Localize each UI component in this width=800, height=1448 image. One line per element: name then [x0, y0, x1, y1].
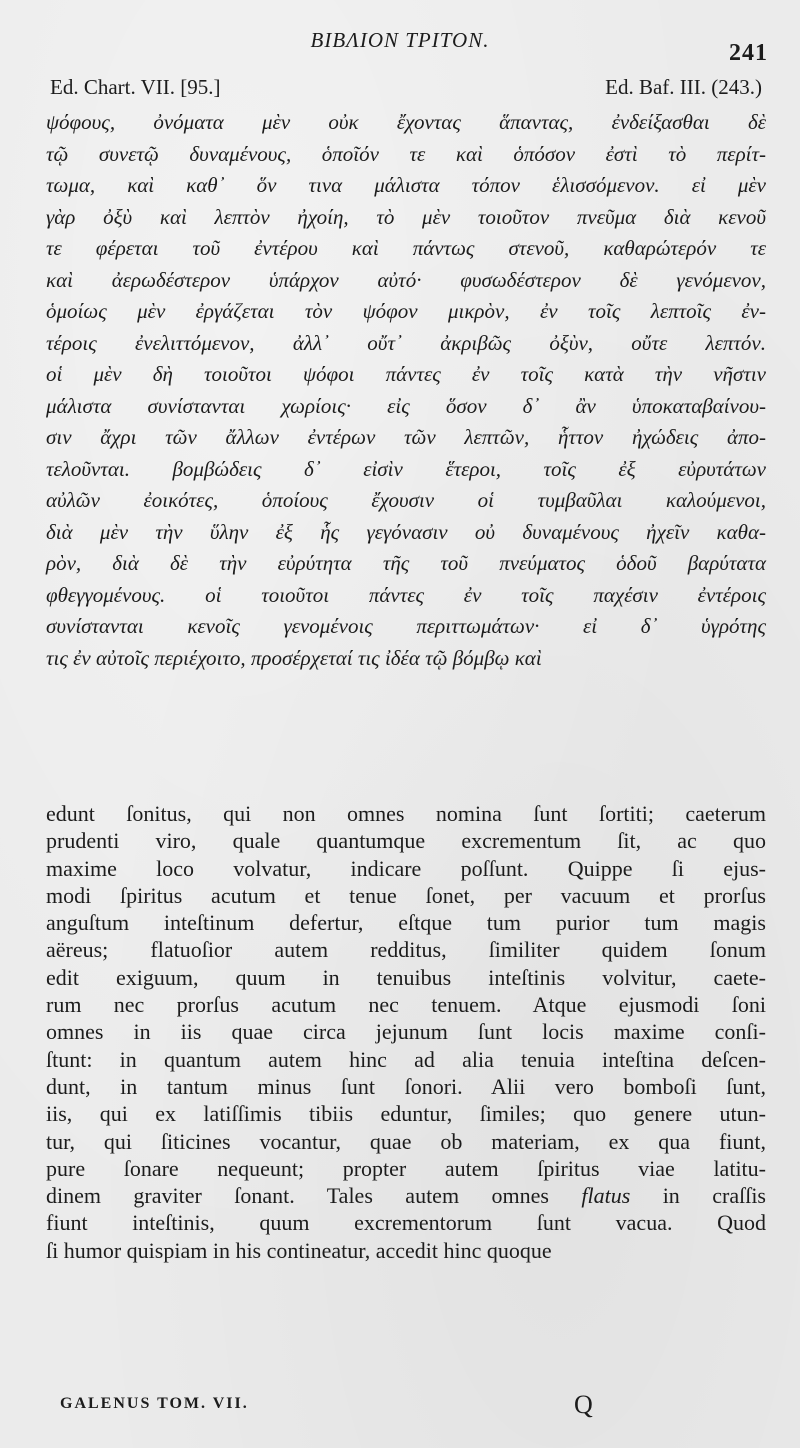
greek-text-line: τῷ συνετῷ δυναμένους, ὁποῖόν τε καὶ ὁπόσον ἐστὶ τὸ περίτ-	[46, 141, 766, 166]
latin-text-line: dunt, in tantum minus ſunt ſonori. Alii vero bomboſi ſunt,	[46, 1073, 766, 1099]
latin-text-line: maxime loco volvatur, indicare poſſunt. Quippe ſi ejus-	[46, 855, 766, 881]
latin-text-line: rum nec prorſus acutum nec tenuem. Atque ejusmodi ſoni	[46, 992, 766, 1018]
greek-text-line: τε φέρεται τοῦ ἐντέρου καὶ πάντως στενοῦ, καθαρώτερόν τε	[46, 236, 766, 260]
latin-text-line: pure ſonare nequeunt; propter autem ſpiritus viae latitu-	[46, 1155, 766, 1181]
edition-chart-reference: Ed. Chart. VII. [95.]	[50, 75, 221, 99]
latin-text-line: tur, qui ſiticines vocantur, quae ob materiam, ex qua fiunt,	[46, 1128, 766, 1154]
signature-mark: Q	[574, 1390, 593, 1419]
latin-text-line: modi ſpiritus acutum et tenue ſonet, per vacuum et prorſus	[46, 882, 766, 908]
greek-text-line: γὰρ ὀξὺ καὶ λεπτὸν ἠχοίη, τὸ μὲν τοιοῦτον πνεῦμα διὰ κενοῦ	[46, 204, 766, 229]
edition-basel-reference: Ed. Baf. III. (243.)	[605, 75, 762, 99]
latin-text-line: dinem graviter ſonant. Tales autem omnes flatus in craſſis	[46, 1183, 766, 1209]
greek-text-line: ὁμοίως μὲν ἐργάζεται τὸν ψόφον μικρὸν, ἐν τοῖς λεπτοῖς ἐν-	[46, 299, 766, 323]
greek-text-line: ψόφους, ὀνόματα μὲν οὐκ ἔχοντας ἅπαντας, ἐνδείξασθαι δὲ	[46, 110, 766, 134]
greek-text-line: οἱ μὲν δὴ τοιοῦτοι ψόφοι πάντες ἐν τοῖς κατὰ τὴν νῆστιν	[46, 362, 766, 386]
page-number: 241	[729, 40, 768, 66]
latin-text-line: iis, qui ex latiſſimis tibiis eduntur, ſimiles; quo genere utun-	[46, 1101, 766, 1127]
greek-text-line: αὐλῶν ἐοικότες, ὁποίους ἔχουσιν οἱ τυμβαῦλαι καλούμενοι,	[46, 488, 766, 512]
greek-text-line: διὰ μὲν τὴν ὕλην ἐξ ἧς γεγόνασιν οὐ δυναμένους ἠχεῖν καθα-	[46, 519, 766, 544]
greek-text-line: καὶ ἀερωδέστερον ὑπάρχον αὐτό· φυσωδέστερον δὲ γενόμενον,	[46, 267, 766, 292]
greek-text-line: τέροις ἐνελιττόμενον, ἀλλ᾽ οὔτ᾽ ἀκριβῶς ὀξὺν, οὔτε λεπτόν.	[46, 330, 766, 355]
greek-text-line: τωμα, καὶ καθ᾽ ὅν τινα μάλιστα τόπον ἑλισσόμενον. εἰ μὲν	[46, 173, 766, 197]
latin-text-line: omnes in iis quae circa jejunum ſunt locis maxime conſi-	[46, 1019, 766, 1045]
latin-text-block	[46, 800, 766, 1264]
latin-text-line: fiunt inteſtinis, quum excrementorum ſunt vacua. Quod	[46, 1210, 766, 1236]
edition-line	[50, 75, 762, 100]
greek-text-line: φθεγγομένους. οἱ τοιοῦτοι πάντες ἐν τοῖς παχέσιν ἐντέροις	[46, 582, 766, 607]
running-head: BIBΛΙΟΝ ΤΡΙΤΟΝ.	[310, 28, 490, 52]
footer-volume-label: GALENUS TOM. VII.	[60, 1395, 249, 1412]
greek-text-line: τις ἐν αὐτοῖς περιέχοιτο, προσέρχεταί τις ἰδέα τῷ βόμβῳ καὶ	[46, 645, 542, 670]
latin-text-line: aëreus; flatuoſior autem redditus, ſimiliter quidem ſonum	[46, 937, 766, 963]
greek-text-block	[46, 107, 766, 674]
greek-text-line: συνίστανται κενοῖς γενομένοις περιττωμάτων· εἰ δ᾽ ὑγρότης	[46, 614, 766, 638]
greek-text-line: τελοῦνται. βομβώδεις δ᾽ εἰσὶν ἕτεροι, τοῖς ἐξ εὐρυτάτων	[46, 456, 766, 481]
greek-text-line: μάλιστα συνίστανται χωρίοις· εἰς ὅσον δ᾽ ἂν ὑποκαταβαίνου-	[46, 393, 766, 418]
latin-text-line: edunt ſonitus, qui non omnes nomina ſunt ſortiti; caeterum	[46, 801, 766, 826]
latin-text-line: ſi humor quispiam in his contineatur, accedit hinc quoque	[46, 1237, 552, 1263]
latin-text-line: ſtunt: in quantum autem hinc ad alia tenuia inteſtina deſcen-	[46, 1046, 766, 1072]
latin-text-line: anguſtum inteſtinum defertur, eſtque tum purior tum magis	[46, 910, 766, 936]
latin-text-line: prudenti viro, quale quantumque excrementum ſit, ac quo	[46, 828, 766, 854]
latin-text-line: edit exiguum, quum in tenuibus inteſtinis volvitur, caete-	[46, 964, 766, 990]
greek-text-line: ρὸν, διὰ δὲ τὴν εὐρύτητα τῆς τοῦ πνεύματος ὁδοῦ βαρύτατα	[46, 551, 766, 575]
greek-text-line: σιν ἄχρι τῶν ἄλλων ἐντέρων τῶν λεπτῶν, ἧττον ἠχώδεις ἀπο-	[46, 425, 766, 449]
